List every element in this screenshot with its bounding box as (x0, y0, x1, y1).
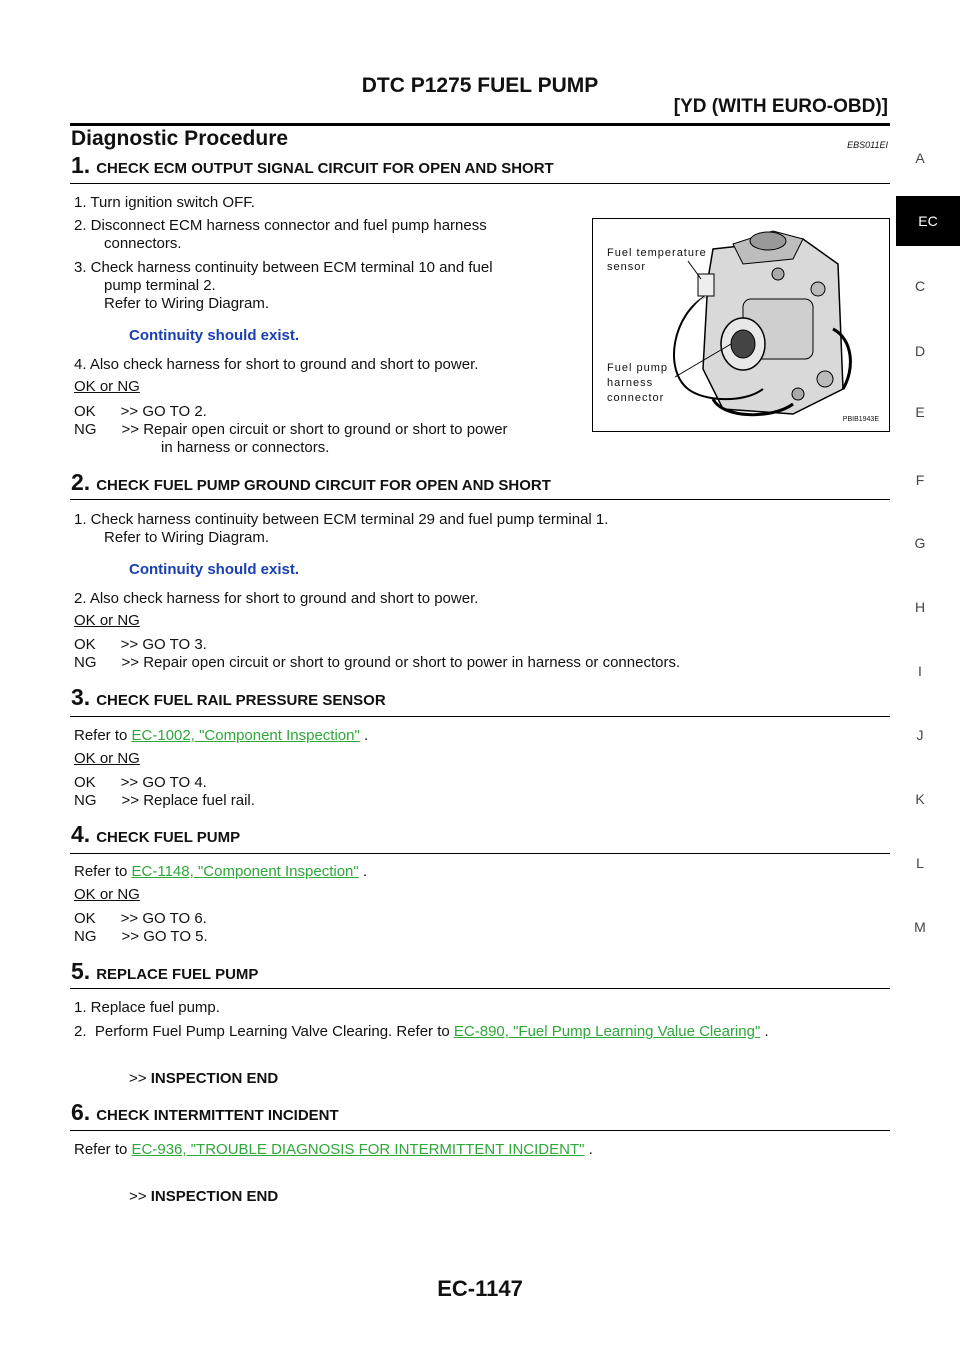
sidebar-letter-l[interactable]: L (916, 855, 924, 871)
sidebar-letter-j[interactable]: J (916, 727, 924, 743)
step-2-line-1b: Refer to Wiring Diagram. (104, 529, 270, 546)
step-2-line-1a: 1. Check harness continuity between ECM terminal 29 and fuel pump terminal 1. (74, 511, 609, 528)
step-6-heading (71, 1099, 339, 1126)
arrow-prefix: >> (129, 1070, 151, 1087)
step-5-line-1: 1. Replace fuel pump. (74, 999, 220, 1016)
step-title: CHECK FUEL RAIL PRESSURE SENSOR (96, 692, 386, 709)
refer-text: Refer to (74, 727, 132, 744)
refer-period: . (584, 1141, 593, 1158)
step-1-line-2b: connectors. (104, 235, 182, 252)
step-divider (70, 716, 890, 717)
ok-or-ng-label: OK or NG (74, 612, 140, 629)
sidebar-letter-a[interactable]: A (915, 150, 925, 166)
refer-period: . (760, 1023, 769, 1040)
step-number: 2. (71, 469, 91, 495)
sidebar-letter-c[interactable]: C (914, 278, 926, 294)
step-2-heading (71, 469, 551, 496)
sidebar-letter-d[interactable]: D (914, 343, 926, 359)
page-number: EC-1147 (437, 1276, 523, 1301)
step-title: CHECK FUEL PUMP GROUND CIRCUIT FOR OPEN AND SHORT (96, 477, 551, 494)
step-1-heading (71, 152, 554, 179)
section-code: EBS011EI (847, 140, 888, 150)
step-5-line-2 (74, 1023, 769, 1041)
step-3-refer (74, 727, 368, 745)
step-number: 5. (71, 958, 91, 984)
sidebar-letter-e[interactable]: E (915, 404, 925, 420)
refer-text: Refer to (74, 863, 132, 880)
step-number: 1. (71, 152, 91, 178)
ok-result: OK >> GO TO 2. (74, 403, 207, 420)
inspection-end-text: INSPECTION END (150, 1070, 279, 1087)
figure-label-fuel-temperature: Fuel temperature (607, 247, 707, 259)
step-1-line-1: 1. Turn ignition switch OFF. (74, 194, 255, 211)
step-1-line-4: 4. Also check harness for short to ground and short to power. (74, 356, 479, 373)
refer-period: . (358, 863, 368, 880)
ok-or-ng-label: OK or NG (74, 750, 140, 767)
step-title: CHECK FUEL PUMP (96, 829, 241, 846)
arrow-prefix: >> (129, 1188, 151, 1205)
step-title: REPLACE FUEL PUMP (96, 966, 259, 983)
inspection-end-text: INSPECTION END (150, 1188, 279, 1205)
reference-link[interactable]: EC-890, "Fuel Pump Learning Value Clearing" (453, 1023, 761, 1040)
ok-result: OK >> GO TO 6. (74, 910, 207, 927)
step-title: CHECK INTERMITTENT INCIDENT (96, 1107, 339, 1124)
reference-link[interactable]: EC-1002, "Component Inspection" (131, 727, 360, 744)
step-3-heading (71, 684, 386, 711)
spec-continuity: Continuity should exist. (129, 327, 300, 344)
ng-result-cont: in harness or connectors. (161, 439, 330, 456)
refer-period: . (359, 727, 369, 744)
page-title: DTC P1275 FUEL PUMP (361, 74, 599, 97)
figure-label-sensor: sensor (607, 261, 647, 273)
step-4-heading (71, 821, 240, 848)
figure-label-harness: harness (607, 377, 654, 389)
ok-or-ng-label: OK or NG (74, 886, 140, 903)
reference-link[interactable]: EC-1148, "Component Inspection" (131, 863, 359, 880)
section-title: Diagnostic Procedure (71, 127, 289, 150)
step-5-heading (71, 958, 258, 985)
step-divider (70, 853, 890, 854)
step-number: 4. (71, 821, 91, 847)
ok-result: OK >> GO TO 3. (74, 636, 207, 653)
step-1-line-3b: pump terminal 2. (104, 277, 216, 294)
step-number: 3. (71, 684, 91, 710)
page-subtitle: [YD (WITH EURO-OBD)] (673, 96, 888, 117)
header-divider (70, 123, 890, 126)
ng-result: NG >> GO TO 5. (74, 928, 208, 945)
step-title: CHECK ECM OUTPUT SIGNAL CIRCUIT FOR OPEN AND SHORT (96, 160, 554, 177)
step-divider (70, 988, 890, 989)
sidebar-letter-g[interactable]: G (914, 535, 926, 551)
inspection-end (129, 1070, 278, 1088)
ng-result: NG >> Repair open circuit or short to ground or short to power (74, 421, 508, 438)
step-divider (70, 183, 890, 184)
step-text: 2. Perform Fuel Pump Learning Valve Clearing. Refer to (74, 1023, 454, 1040)
step-6-refer (74, 1141, 593, 1159)
inspection-end (129, 1188, 278, 1206)
step-2-line-2: 2. Also check harness for short to ground and short to power. (74, 590, 479, 607)
figure-label-fuel-pump: Fuel pump (607, 362, 668, 374)
step-1-line-2a: 2. Disconnect ECM harness connector and fuel pump harness (74, 217, 487, 234)
step-divider (70, 499, 890, 500)
ok-or-ng-label: OK or NG (74, 378, 140, 395)
reference-link[interactable]: EC-936, "TROUBLE DIAGNOSIS FOR INTERMITTENT INCIDENT" (131, 1141, 585, 1158)
step-1-line-3a: 3. Check harness continuity between ECM terminal 10 and fuel (74, 259, 493, 276)
ng-result: NG >> Replace fuel rail. (74, 792, 255, 809)
fuel-pump-figure (592, 218, 890, 432)
figure-label-connector: connector (607, 392, 665, 404)
refer-text: Refer to (74, 1141, 132, 1158)
sidebar-letter-k[interactable]: K (915, 791, 925, 807)
spec-continuity: Continuity should exist. (129, 561, 300, 578)
sidebar-letter-f[interactable]: F (915, 472, 925, 488)
figure-code: PBIB1943E (842, 416, 879, 423)
ng-result: NG >> Repair open circuit or short to ground or short to power in harness or connectors. (74, 654, 681, 671)
sidebar-letter-i[interactable]: I (918, 663, 922, 679)
step-1-line-3c: Refer to Wiring Diagram. (104, 295, 270, 312)
sidebar-letter-m[interactable]: M (914, 919, 926, 935)
step-4-refer (74, 863, 367, 881)
step-number: 6. (71, 1099, 91, 1125)
sidebar-tab-ec-active[interactable]: EC (896, 196, 960, 246)
step-divider (70, 1130, 890, 1131)
sidebar-letter-h[interactable]: H (914, 599, 926, 615)
ok-result: OK >> GO TO 4. (74, 774, 207, 791)
